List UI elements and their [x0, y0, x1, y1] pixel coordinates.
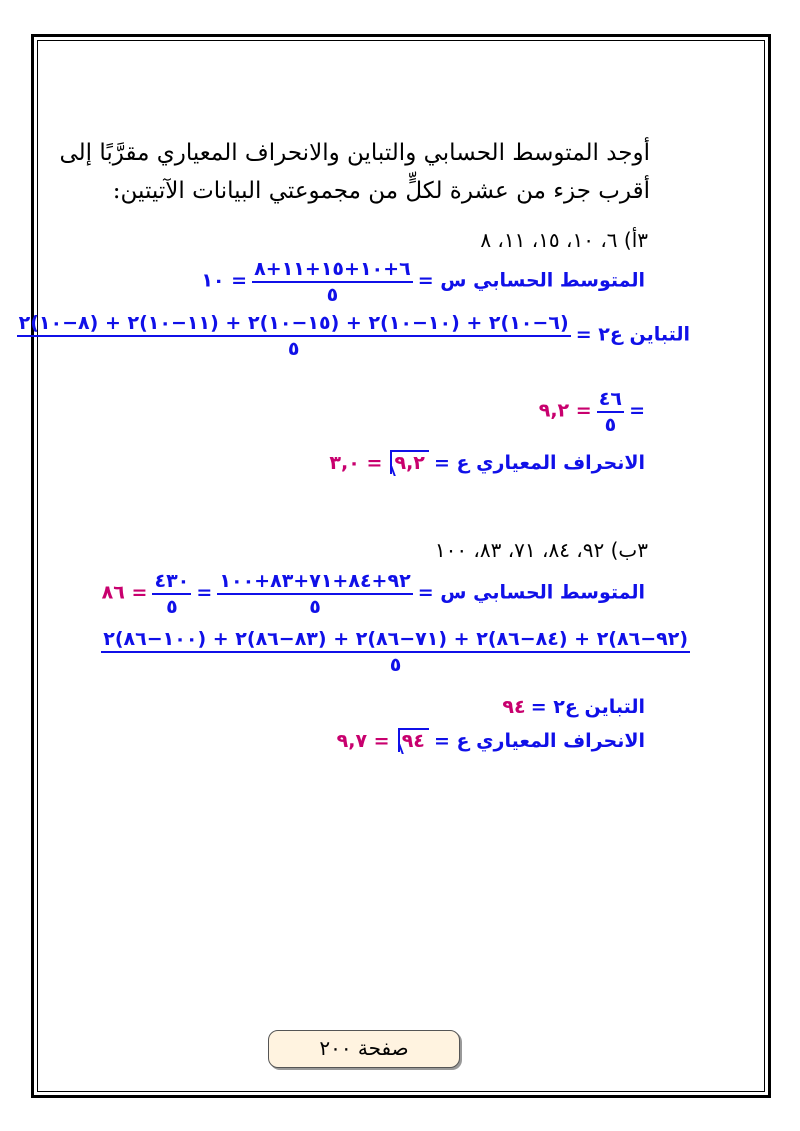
question-line-1: أوجد المتوسط الحسابي والتباين والانحراف المعياري مقرَّبًا إلى	[59, 140, 650, 166]
part-a-variance-denominator-2: ٥	[604, 414, 617, 436]
part-b-mean-equals: =	[196, 581, 213, 604]
part-b-mean-fraction-2	[152, 570, 191, 618]
part-b-variance-row	[101, 628, 690, 676]
part-a-variance-simplified-row	[539, 388, 645, 436]
part-a-variance-numerator: (٦−١٠)٢ + (١٠−١٠)٢ + (١٥−١٠)٢ + (١١−١٠)٢ + (٨−١٠)٢	[17, 312, 571, 337]
page-number-badge: صفحة ٢٠٠	[268, 1030, 460, 1068]
part-b-sd-radical: ٩٤	[398, 728, 429, 752]
part-a-variance-fraction	[17, 312, 571, 360]
part-b-mean-numerator-2: ٤٣٠	[152, 570, 191, 595]
part-a-data-set: ٣أ) ٦، ١٠، ١٥، ١١، ٨	[480, 228, 648, 252]
part-a-sd-label: الانحراف المعياري ع =	[434, 452, 645, 474]
part-a-mean-fraction	[252, 258, 413, 306]
part-b-variance-fraction	[101, 628, 690, 676]
part-a-variance-result: = ٩,٢	[538, 399, 592, 422]
part-b-mean-label: المتوسط الحسابي س =	[417, 581, 645, 604]
part-a-variance-label: التباين ع٢ =	[575, 323, 690, 346]
part-a-mean-result: = ١٠	[201, 269, 248, 292]
part-b-data-set: ٣ب) ٩٢، ٨٤، ٧١، ٨٣، ١٠٠	[434, 538, 648, 562]
part-a-mean-numerator: ٦+١٠+١٥+١١+٨	[252, 258, 413, 283]
part-a-mean-label: المتوسط الحسابي س =	[417, 269, 645, 292]
part-b-mean-row	[102, 570, 645, 618]
question-line-2: أقرب جزء من عشرة لكلٍّ من مجموعتي البيانات الآتيتين:	[112, 178, 650, 204]
part-a-variance-numerator-2: ٤٦	[597, 388, 624, 413]
part-b-mean-result: = ٨٦	[101, 581, 148, 604]
part-a-sd-result: = ٣,٠	[329, 452, 383, 474]
part-a-variance-denominator: ٥	[287, 338, 300, 360]
part-b-variance-result: ٩٤	[502, 696, 526, 718]
part-b-variance-denominator: ٥	[389, 654, 402, 676]
part-b-sd-result: = ٩,٧	[336, 730, 390, 752]
part-a-mean-denominator: ٥	[326, 284, 339, 306]
part-b-mean-fraction	[217, 570, 412, 618]
part-a-variance-fraction-2	[597, 388, 624, 436]
part-b-mean-denominator: ٥	[309, 596, 321, 618]
part-b-variance-numerator: (٩٢−٨٦)٢ + (٨٤−٨٦)٢ + (٧١−٨٦)٢ + (٨٣−٨٦)٢ + (١٠٠−٨٦)٢	[101, 628, 690, 653]
part-b-variance-result-row	[502, 696, 645, 718]
part-b-mean-denominator-2: ٥	[166, 596, 178, 618]
part-b-variance-label: التباين ع٢ =	[530, 696, 645, 718]
part-b-mean-numerator: ٩٢+٨٤+٧١+٨٣+١٠٠	[217, 570, 412, 595]
part-a-variance-equals: =	[629, 399, 645, 422]
part-a-variance-row	[17, 312, 690, 360]
part-a-mean-row	[201, 258, 645, 306]
part-b-sd-row	[337, 728, 645, 752]
part-a-sd-radical: ٩,٢	[390, 450, 428, 474]
part-b-sd-label: الانحراف المعياري ع =	[434, 730, 645, 752]
part-a-sd-row	[329, 450, 645, 474]
